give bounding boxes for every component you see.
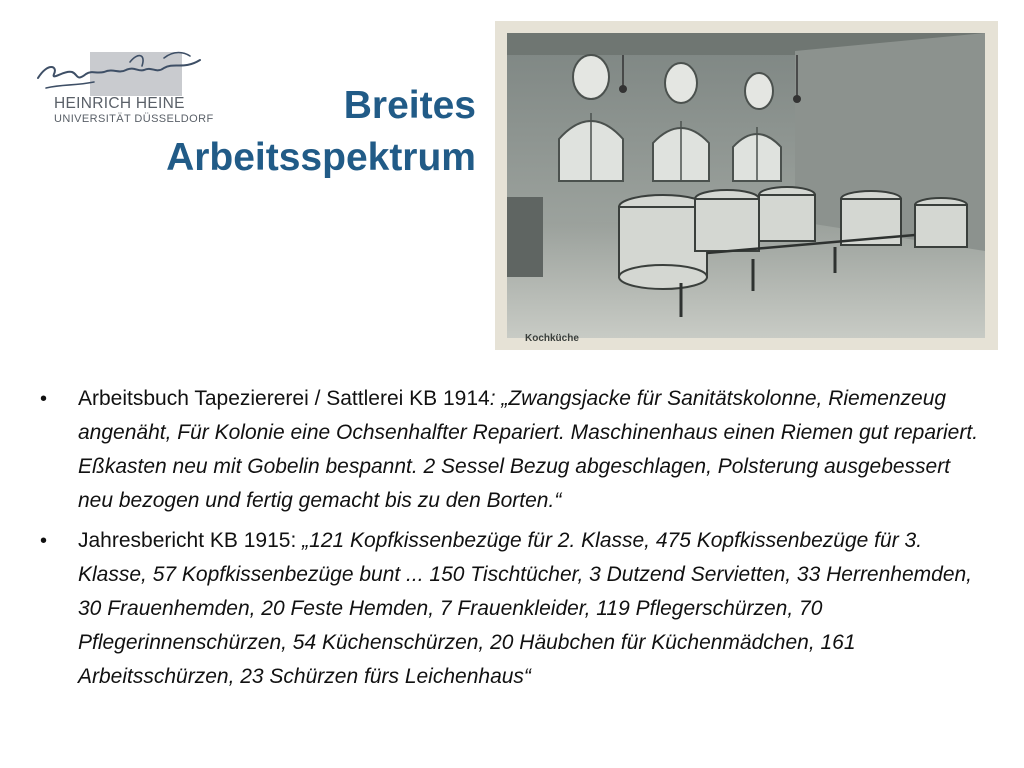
- slide-title: [166, 80, 476, 184]
- logo-university-name: HEINRICH HEINE: [54, 95, 185, 112]
- bullet-dot: •: [40, 530, 48, 552]
- logo-university-location: UNIVERSITÄT DÜSSELDORF: [54, 113, 214, 125]
- bullet-list: [38, 382, 988, 700]
- bullet-2-lead: Jahresbericht KB 1915:: [78, 529, 303, 552]
- bullet-dot: •: [40, 388, 48, 410]
- kitchen-photo: [495, 21, 998, 350]
- bullet-2-quote: „121 Kopfkissenbezüge für 2. Klasse, 475 Kopfkissenbezüge für 3. Klasse, 57 Kopfkissenbezüge bunt ... 150 Tischtücher, 3 Dutzend Servietten, 33 Herrenhemden, 30 Frauenhemden, 20 Feste Hemden, 7 Frauenkleider, 119 Pflegerschürzen, 70 Pflegerinnenschürzen, 54 Küchenschürzen, 20 Häubchen für Küchenmädchen, 161 Arbeitsschürzen, 23 Schürzen fürs Leichenhaus“: [78, 529, 973, 688]
- bullet-1-quote: : „Zwangsjacke für Sanitätskolonne, Riemenzeug angenäht, Für Kolonie eine Ochsenhalfter Repariert. Maschinenhaus einen Riemen gut repariert. Eßkasten neu mit Gobelin bespannt. 2 Sessel Bezug abgeschlagen, Polsterung ausgebessert neu bezogen und fertig gemacht bis zu den Borten.“: [78, 387, 979, 512]
- title-line-2: Arbeitsspektrum: [166, 136, 476, 179]
- photo-caption: Kochküche: [525, 333, 579, 344]
- bullet-item-1: [38, 382, 988, 518]
- title-line-1: Breites: [343, 84, 476, 127]
- bullet-item-2: [38, 524, 988, 694]
- bullet-1-lead: Arbeitsbuch Tapeziererei / Sattlerei KB 1914: [78, 387, 490, 410]
